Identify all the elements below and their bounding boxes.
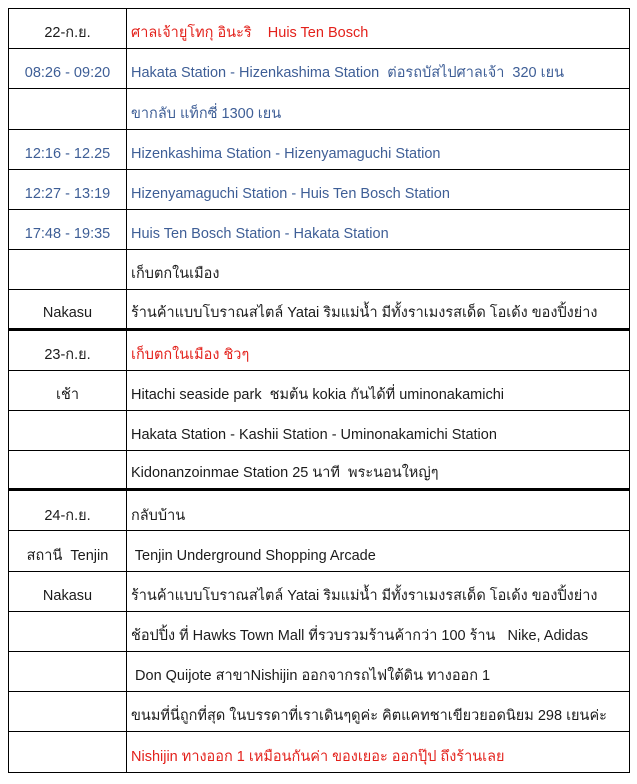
time-cell <box>9 692 127 731</box>
description-cell: ร้านค้าแบบโบราณสไตล์ Yatai ริมแม่น้ำ มีทั้งราเมงรสเด็ด โอเด้ง ของปิ้งย่าง <box>131 587 598 604</box>
time-cell <box>9 451 127 488</box>
description-cell: Kidonanzoinmae Station 25 นาที พระนอนใหญ่ๆ <box>131 465 439 482</box>
description-cell: Hizenkashima Station - Hizenyamaguchi Station <box>131 145 441 162</box>
itinerary-table <box>8 8 630 773</box>
time-cell: 08:26 - 09:20 <box>9 49 127 88</box>
table-row <box>9 331 629 371</box>
table-row <box>9 371 629 411</box>
time-cell: 23-ก.ย. <box>9 331 127 370</box>
description-cell: เก็บตกในเมือง ชิวๆ <box>131 346 250 363</box>
table-row <box>9 89 629 129</box>
time-cell: Nakasu <box>9 572 127 611</box>
table-row <box>9 451 629 491</box>
table-row <box>9 531 629 571</box>
description-cell: Hakata Station - Kashii Station - Uminonakamichi Station <box>131 427 497 444</box>
time-cell: Nakasu <box>9 290 127 327</box>
description-cell: Nishijin ทางออก 1 เหมือนกันค่า ของเยอะ ออกปุ๊ป ถึงร้านเลย <box>131 748 505 765</box>
description-cell: Hakata Station - Hizenkashima Station ต่อรถบัสไปศาลเจ้า 320 เยน <box>131 65 565 82</box>
table-row <box>9 49 629 89</box>
description-cell: Don Quijote สาขาNishijin ออกจากรถไฟใต้ดิน ทางออก 1 <box>131 668 491 685</box>
description-cell: ศาลเจ้ายูโทกุ อินะริ Huis Ten Bosch <box>131 25 369 42</box>
time-cell <box>9 652 127 691</box>
table-row <box>9 411 629 451</box>
description-cell: ขากลับ แท็กซี่ 1300 เยน <box>131 105 282 122</box>
description-cell: Tenjin Underground Shopping Arcade <box>131 547 376 564</box>
time-cell: 12:16 - 12.25 <box>9 130 127 169</box>
table-row <box>9 290 629 330</box>
time-cell <box>9 250 127 289</box>
description-cell: Hitachi seaside park ชมต้น kokia กันได้ที่ uminonakamichi <box>131 386 505 403</box>
description-cell: เก็บตกในเมือง <box>131 266 220 283</box>
description-cell: Huis Ten Bosch Station - Hakata Station <box>131 226 389 243</box>
table-row <box>9 170 629 210</box>
description-cell: กลับบ้าน <box>131 507 186 524</box>
time-cell <box>9 612 127 651</box>
table-row <box>9 9 629 49</box>
table-row <box>9 250 629 290</box>
table-row <box>9 612 629 652</box>
description-cell: Hizenyamaguchi Station - Huis Ten Bosch Station <box>131 186 450 202</box>
table-row <box>9 732 629 772</box>
description-cell: ขนมที่นี่ถูกที่สุด ในบรรดาที่เราเดินๆดูค่ะ คิตแคทชาเขียวยอดนิยม 298 เยนค่ะ <box>131 708 607 725</box>
time-cell: 22-ก.ย. <box>9 9 127 48</box>
description-cell: ร้านค้าแบบโบราณสไตล์ Yatai ริมแม่น้ำ มีทั้งราเมงรสเด็ด โอเด้ง ของปิ้งย่าง <box>131 304 598 321</box>
table-row <box>9 130 629 170</box>
table-row <box>9 692 629 732</box>
time-cell: เช้า <box>9 371 127 410</box>
time-cell <box>9 732 127 771</box>
description-cell: ช้อปปิ้ง ที่ Hawks Town Mall ที่รวบรวมร้านค้ากว่า 100 ร้าน Nike, Adidas <box>131 628 589 645</box>
time-cell: 17:48 - 19:35 <box>9 210 127 249</box>
time-cell <box>9 411 127 450</box>
table-row <box>9 572 629 612</box>
time-cell: 24-ก.ย. <box>9 491 127 530</box>
time-cell <box>9 89 127 128</box>
table-row <box>9 491 629 531</box>
time-cell: 12:27 - 13:19 <box>9 170 127 209</box>
table-row <box>9 210 629 250</box>
table-row <box>9 652 629 692</box>
time-cell: สถานี Tenjin <box>9 531 127 570</box>
